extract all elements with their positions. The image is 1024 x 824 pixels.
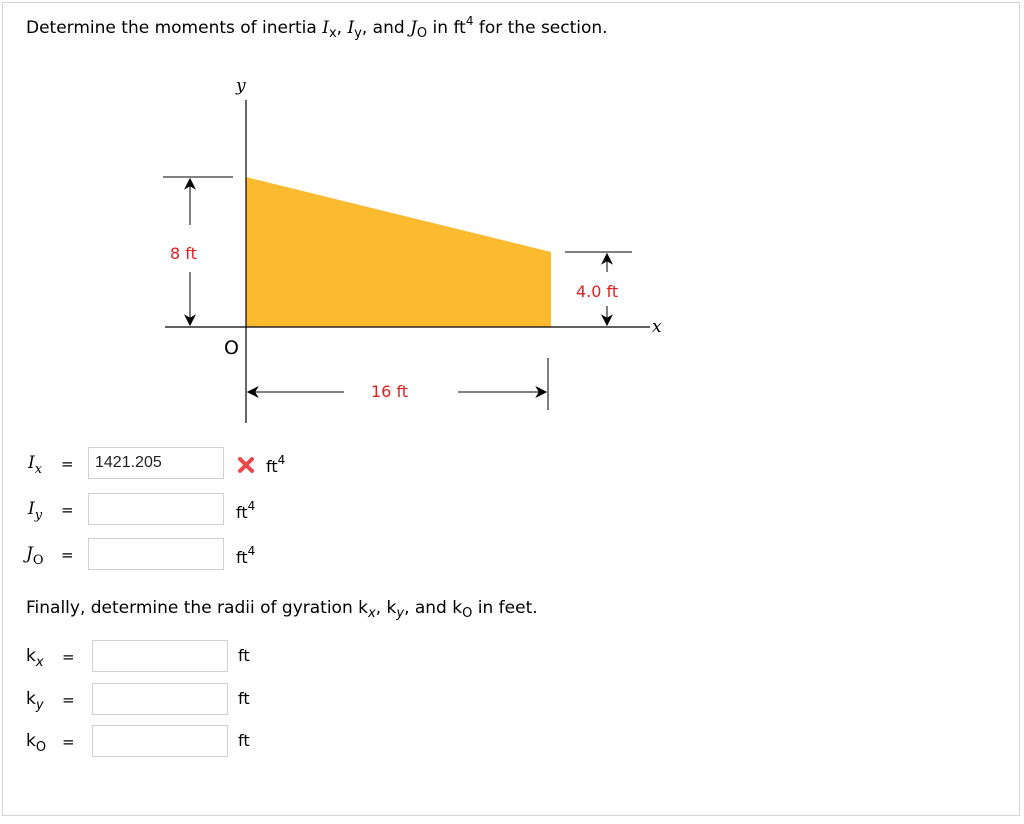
jo-equals: = — [61, 546, 74, 564]
jo-unit: $ft^4$ — [236, 544, 256, 567]
incorrect-x-icon — [237, 456, 255, 474]
left-height-label: 8 ft — [170, 244, 197, 263]
ix-symbol: $I_x$ — [28, 453, 43, 477]
kx-equals: = — [62, 648, 75, 666]
origin-label: O — [224, 337, 239, 359]
jo-symbol: $J_O$ — [26, 544, 44, 568]
question-text: Determine the moments of inertia $I_x$, $I_y$, and $J_O$ in $ft^4$ for the section. — [26, 14, 608, 41]
kx-input[interactable] — [92, 640, 228, 672]
jo-input[interactable] — [88, 538, 224, 570]
iy-unit: $ft^4$ — [236, 499, 256, 522]
ko-unit: ft — [238, 731, 250, 750]
kx-row — [0, 640, 400, 676]
iy-input[interactable] — [88, 493, 224, 525]
ky-row — [0, 683, 400, 719]
iy-row — [0, 493, 400, 529]
ix-input[interactable] — [88, 447, 224, 479]
width-label: 16 ft — [371, 382, 409, 401]
kx-symbol: $k_x$ — [26, 646, 44, 670]
jo-row — [0, 538, 400, 574]
ko-input[interactable] — [92, 725, 228, 757]
ix-equals: = — [61, 455, 74, 473]
kx-unit: ft — [238, 646, 250, 665]
ky-input[interactable] — [92, 683, 228, 715]
x-axis-label: x — [652, 317, 662, 337]
y-axis-label: y — [236, 76, 246, 96]
ky-unit: ft — [238, 689, 250, 708]
shaded-section — [246, 177, 551, 327]
ix-unit: $ft^4$ — [266, 453, 286, 476]
ix-row — [0, 447, 400, 483]
right-height-label: 4.0 ft — [576, 282, 619, 301]
ko-equals: = — [62, 733, 75, 751]
ko-row — [0, 725, 400, 761]
ko-symbol: $k_O$ — [26, 731, 47, 755]
iy-equals: = — [61, 501, 74, 519]
gyration-question-text: Finally, determine the radii of gyration $k_x$, $k_y$, and $k_O$ in feet. — [26, 598, 538, 621]
ky-equals: = — [62, 691, 75, 709]
iy-symbol: $I_y$ — [28, 499, 43, 523]
ky-symbol: $k_y$ — [26, 689, 44, 713]
